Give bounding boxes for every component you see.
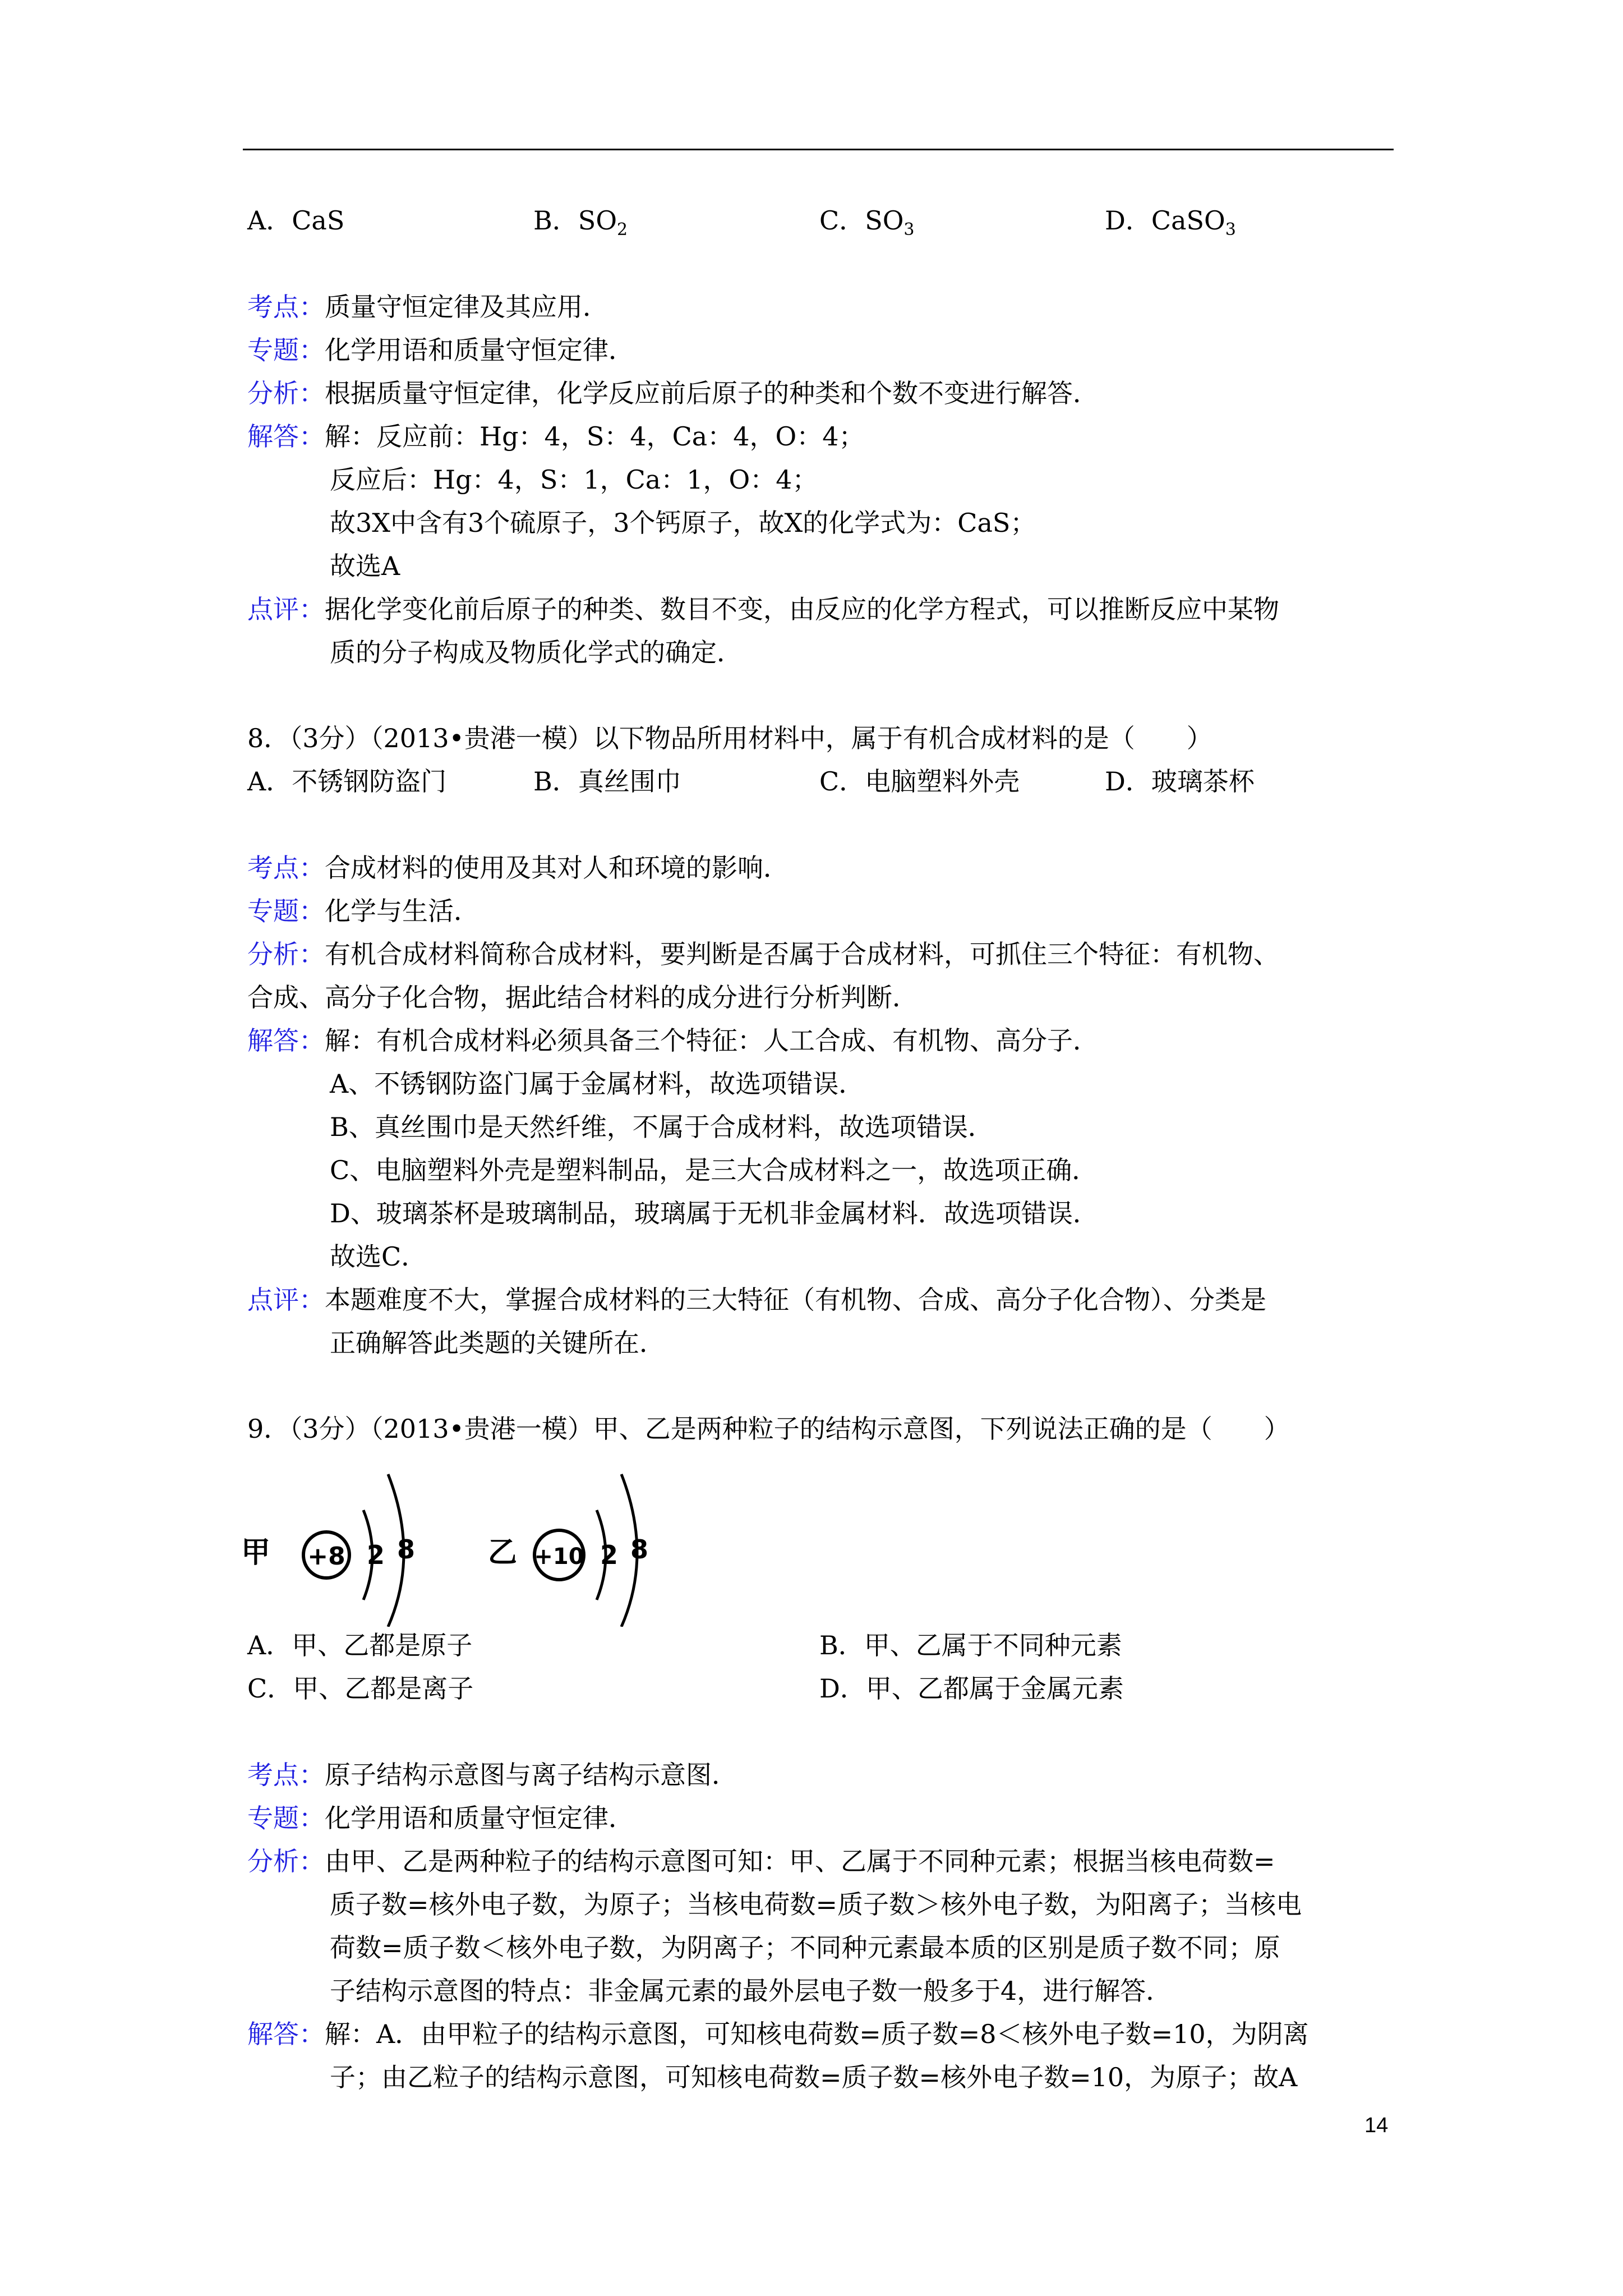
q8-kaodian: 考点：合成材料的使用及其对人和环境的影响．	[247, 853, 789, 883]
q7-option-d: D．CaSO$_3$	[1105, 205, 1236, 240]
q9-fenxi-line: 荷数=质子数＜核外电子数，为阴离子；不同种元素最本质的区别是质子数不同；原	[330, 1932, 1280, 1963]
q7-option-a: A．CaS	[247, 205, 345, 236]
jia-shell1-count: 2	[366, 1540, 385, 1570]
q8-jieda: 解答：解：有机合成材料必须具备三个特征：人工合成、有机物、高分子．	[247, 1025, 1099, 1056]
q7-jieda: 解答：解：反应前：Hg：4，S：4，Ca：4，O：4；	[247, 421, 865, 452]
q7-fenxi: 分析：根据质量守恒定律，化学反应前后原子的种类和个数不变进行解答．	[247, 378, 1099, 408]
q8-option-d: D．玻璃茶杯	[1105, 766, 1255, 797]
particle-yi	[488, 1474, 648, 1627]
q8-jieda-line: B、真丝围巾是天然纤维，不属于合成材料，故选项错误．	[330, 1112, 994, 1142]
q8-dianping: 点评：本题难度不大，掌握合成材料的三大特征（有机物、合成、高分子化合物）、分类是	[247, 1285, 1266, 1315]
q8-jieda-line: 故选C．	[330, 1241, 427, 1272]
q8-jieda-line: A、不锈钢防盗门属于金属材料，故选项错误．	[330, 1069, 865, 1099]
q9-kaodian: 考点：原子结构示意图与离子结构示意图．	[247, 1760, 737, 1790]
q8-stem: 8．（3分）（2013•贵港一模）以下物品所用材料中，属于有机合成材料的是（ ）	[247, 723, 1212, 753]
q9-stem: 9．（3分）（2013•贵港一模）甲、乙是两种粒子的结构示意图，下列说法正确的是（ ）	[247, 1414, 1290, 1444]
q7-option-b: B．$SO_2$	[533, 205, 628, 240]
q7-dianping-line: 质的分子构成及物质化学式的确定．	[330, 637, 743, 668]
yi-nucleus-charge: +10	[534, 1544, 584, 1570]
jia-shell2-count: 8	[396, 1534, 416, 1565]
q9-option-d: D．甲、乙都属于金属元素	[819, 1673, 1124, 1704]
q9-option-a: A．甲、乙都是原子	[247, 1630, 473, 1660]
q8-option-a: A．不锈钢防盗门	[247, 766, 447, 797]
q7-option-c: C．$SO_3$	[819, 205, 915, 240]
q7-jieda-line: 故选A	[330, 551, 400, 581]
q9-fenxi: 分析：由甲、乙是两种粒子的结构示意图可知：甲、乙属于不同种元素；根据当核电荷数=	[247, 1846, 1275, 1876]
particle-jia	[241, 1474, 415, 1627]
q8-fenxi-line: 合成、高分子化合物，据此结合材料的成分进行分析判断．	[247, 982, 918, 1013]
q7-jieda-line: 反应后：Hg：4，S：1，Ca：1，O：4；	[330, 464, 818, 495]
q8-fenxi: 分析：有机合成材料简称合成材料，要判断是否属于合成材料，可抓住三个特征：有机物、	[247, 939, 1279, 969]
jia-nucleus-charge: +8	[307, 1542, 345, 1571]
q8-dianping-line: 正确解答此类题的关键所在．	[330, 1328, 665, 1358]
q9-option-b: B．甲、乙属于不同种元素	[819, 1630, 1122, 1660]
header-rule	[243, 149, 1394, 150]
yi-label: 乙	[488, 1536, 518, 1570]
q8-jieda-line: D、玻璃茶杯是玻璃制品，玻璃属于无机非金属材料．故选项错误．	[330, 1198, 1099, 1228]
q7-jieda-line: 故3X中含有3个硫原子，3个钙原子，故X的化学式为：CaS；	[330, 508, 1036, 538]
q8-zhuanti: 专题：化学与生活．	[247, 896, 479, 926]
q7-kaodian: 考点：质量守恒定律及其应用．	[247, 292, 608, 322]
q9-fenxi-line: 子结构示意图的特点：非金属元素的最外层电子数一般多于4，进行解答．	[330, 1976, 1172, 2006]
jia-label: 甲	[241, 1536, 271, 1570]
page-number: 14	[1364, 2114, 1389, 2137]
q9-jieda: 解答：解：A．由甲粒子的结构示意图，可知核电荷数=质子数=8＜核外电子数=10，为阴离	[247, 2019, 1309, 2049]
q9-fenxi-line: 质子数=核外电子数，为原子；当核电荷数=质子数＞核外电子数，为阳离子；当核电	[330, 1889, 1302, 1920]
yi-shell1-count: 2	[600, 1540, 619, 1570]
q7-zhuanti: 专题：化学用语和质量守恒定律．	[247, 335, 634, 365]
q9-jieda-line: 子；由乙粒子的结构示意图，可知核电荷数=质子数=核外电子数=10，为原子；故A	[330, 2062, 1298, 2092]
yi-shell2-count: 8	[630, 1534, 649, 1565]
q8-option-c: C．电脑塑料外壳	[819, 766, 1020, 797]
q8-jieda-line: C、电脑塑料外壳是塑料制品，是三大合成材料之一，故选项正确．	[330, 1155, 1098, 1185]
q9-option-c: C．甲、乙都是离子	[247, 1673, 474, 1704]
particle-structure-diagram	[241, 1464, 679, 1627]
q9-zhuanti: 专题：化学用语和质量守恒定律．	[247, 1803, 634, 1833]
q7-dianping: 点评：据化学变化前后原子的种类、数目不变，由反应的化学方程式，可以推断反应中某物	[247, 594, 1279, 624]
q8-option-b: B．真丝围巾	[533, 766, 681, 797]
